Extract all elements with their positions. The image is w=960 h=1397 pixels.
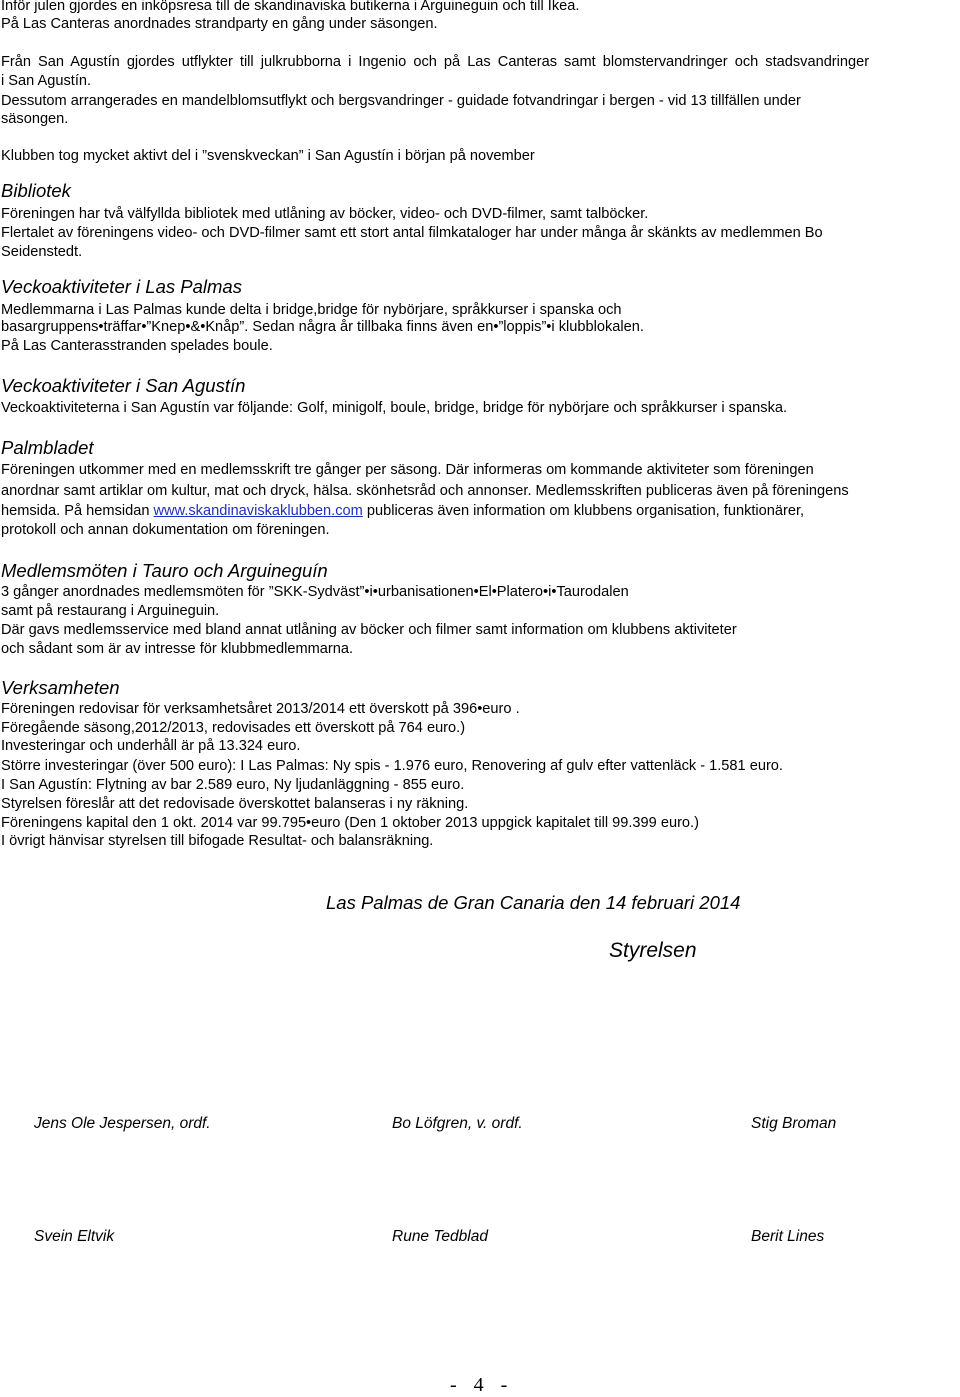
las-palmas-line: På Las Canterasstranden spelades boule. — [1, 338, 273, 354]
verksamheten-line: Föreningens kapital den 1 okt. 2014 var 99.795•euro (Den 1 oktober 2013 uppgick kapitalet till 99.399 euro.) — [1, 815, 699, 831]
signature-name: Jens Ole Jespersen, ordf. — [34, 1115, 211, 1132]
medlemsmoten-line: Där gavs medlemsservice med bland annat utlåning av böcker och filmer samt information om klubbens aktiviteter — [1, 622, 737, 638]
palmbladet-text: publiceras även information om klubbens organisation, funktionärer, — [362, 503, 805, 519]
intro-line: i San Agustín. — [1, 73, 92, 89]
palmbladet-line: protokoll och annan dokumentation om föreningen. — [1, 522, 330, 538]
las-palmas-line: basargruppens•träffar•”Knep•&•Knåp”. Sedan några år tillbaka finns även en•”loppis”•i klubblokalen. — [1, 319, 644, 335]
verksamheten-line: Styrelsen föreslår att det redovisade överskottet balanseras i ny räkning. — [1, 796, 469, 812]
board-name: Styrelsen — [609, 939, 697, 962]
section-heading-san-agustin: Veckoaktiviteter i San Agustín — [1, 375, 246, 396]
intro-line: På Las Canteras anordnades strandparty en gång under säsongen. — [1, 16, 438, 32]
signature-name: Berit Lines — [751, 1228, 825, 1245]
signature-name: Svein Eltvik — [34, 1228, 115, 1245]
palmbladet-line: anordnar samt artiklar om kultur, mat och dryck, hälsa. skönhetsråd och annonser. Medlemsskriften publiceras även på föreningens — [1, 483, 849, 499]
section-heading-medlemsmoten: Medlemsmöten i Tauro och Arguineguín — [1, 560, 328, 581]
san-agustin-line: Veckoaktiviteterna i San Agustín var följande: Golf, minigolf, boule, bridge, bridge för nybörjare och språkkurser i spanska. — [1, 400, 788, 416]
verksamheten-line: I San Agustín: Flytning av bar 2.589 euro, Ny ljudanläggning - 855 euro. — [1, 777, 465, 793]
section-heading-verksamheten: Verksamheten — [1, 677, 120, 698]
verksamheten-line: Större investeringar (över 500 euro): I Las Palmas: Ny spis - 1.976 euro, Renovering af gulv efter vattenläck - 1.581 euro. — [1, 758, 783, 774]
signature-name: Rune Tedblad — [392, 1228, 488, 1245]
bibliotek-line: Föreningen har två välfyllda bibliotek med utlåning av böcker, video- och DVD-filmer, samt talböcker. — [1, 206, 649, 222]
verksamheten-line: Föregående säsong,2012/2013, redovisades ett överskott på 764 euro.) — [1, 720, 466, 736]
signature-name: Bo Löfgren, v. ordf. — [392, 1115, 523, 1132]
medlemsmoten-line: 3 gånger anordnades medlemsmöten för ”SKK-Sydväst”•i•urbanisationen•El•Platero•i•Taurodalen — [1, 584, 629, 600]
palmbladet-line — [1, 502, 804, 520]
place-date: Las Palmas de Gran Canaria den 14 februari 2014 — [326, 892, 741, 913]
section-heading-bibliotek: Bibliotek — [1, 180, 71, 201]
website-link[interactable]: www.skandinaviskaklubben.com — [153, 503, 363, 519]
bibliotek-line: Seidenstedt. — [1, 244, 83, 260]
intro-line: Klubben tog mycket aktivt del i ”svenskveckan” i San Agustín i början på november — [1, 148, 535, 164]
bibliotek-line: Flertalet av föreningens video- och DVD-filmer samt ett stort antal filmkataloger har under många år skänkts av medlemmen Bo — [1, 225, 823, 241]
medlemsmoten-line: samt på restaurang i Arguineguin. — [1, 603, 220, 619]
medlemsmoten-line: och sådant som är av intresse för klubbmedlemmarna. — [1, 641, 354, 657]
palmbladet-text: hemsida. På hemsidan — [1, 503, 154, 519]
verksamheten-line: Föreningen redovisar för verksamhetsåret 2013/2014 ett överskott på 396•euro . — [1, 701, 520, 717]
las-palmas-line: Medlemmarna i Las Palmas kunde delta i bridge,bridge för nybörjare, språkkurser i spanska och — [1, 302, 622, 318]
page-number: - 4 - — [450, 1374, 514, 1396]
signature-name: Stig Broman — [751, 1115, 837, 1132]
intro-line: Inför julen gjordes en inköpsresa till de skandinaviska butikerna i Arguineguin och till Ikea. — [1, 0, 580, 14]
verksamheten-line: Investeringar och underhåll är på 13.324 euro. — [1, 738, 301, 754]
section-heading-las-palmas: Veckoaktiviteter i Las Palmas — [1, 276, 242, 297]
intro-line: säsongen. — [1, 111, 69, 127]
intro-line: Från San Agustín gjordes utflykter till julkrubborna i Ingenio och på Las Canteras samt blomstervandringer och stadsvandringer — [1, 54, 870, 70]
verksamheten-line: I övrigt hänvisar styrelsen till bifogade Resultat- och balansräkning. — [1, 833, 434, 849]
palmbladet-line: Föreningen utkommer med en medlemsskrift tre gånger per säsong. Där informeras om kommande aktiviteter som föreningen — [1, 462, 814, 478]
intro-line: Dessutom arrangerades en mandelblomsutflykt och bergsvandringer - guidade fotvandringar i bergen - vid 13 tillfällen under — [1, 93, 801, 109]
section-heading-palmbladet: Palmbladet — [1, 437, 94, 458]
